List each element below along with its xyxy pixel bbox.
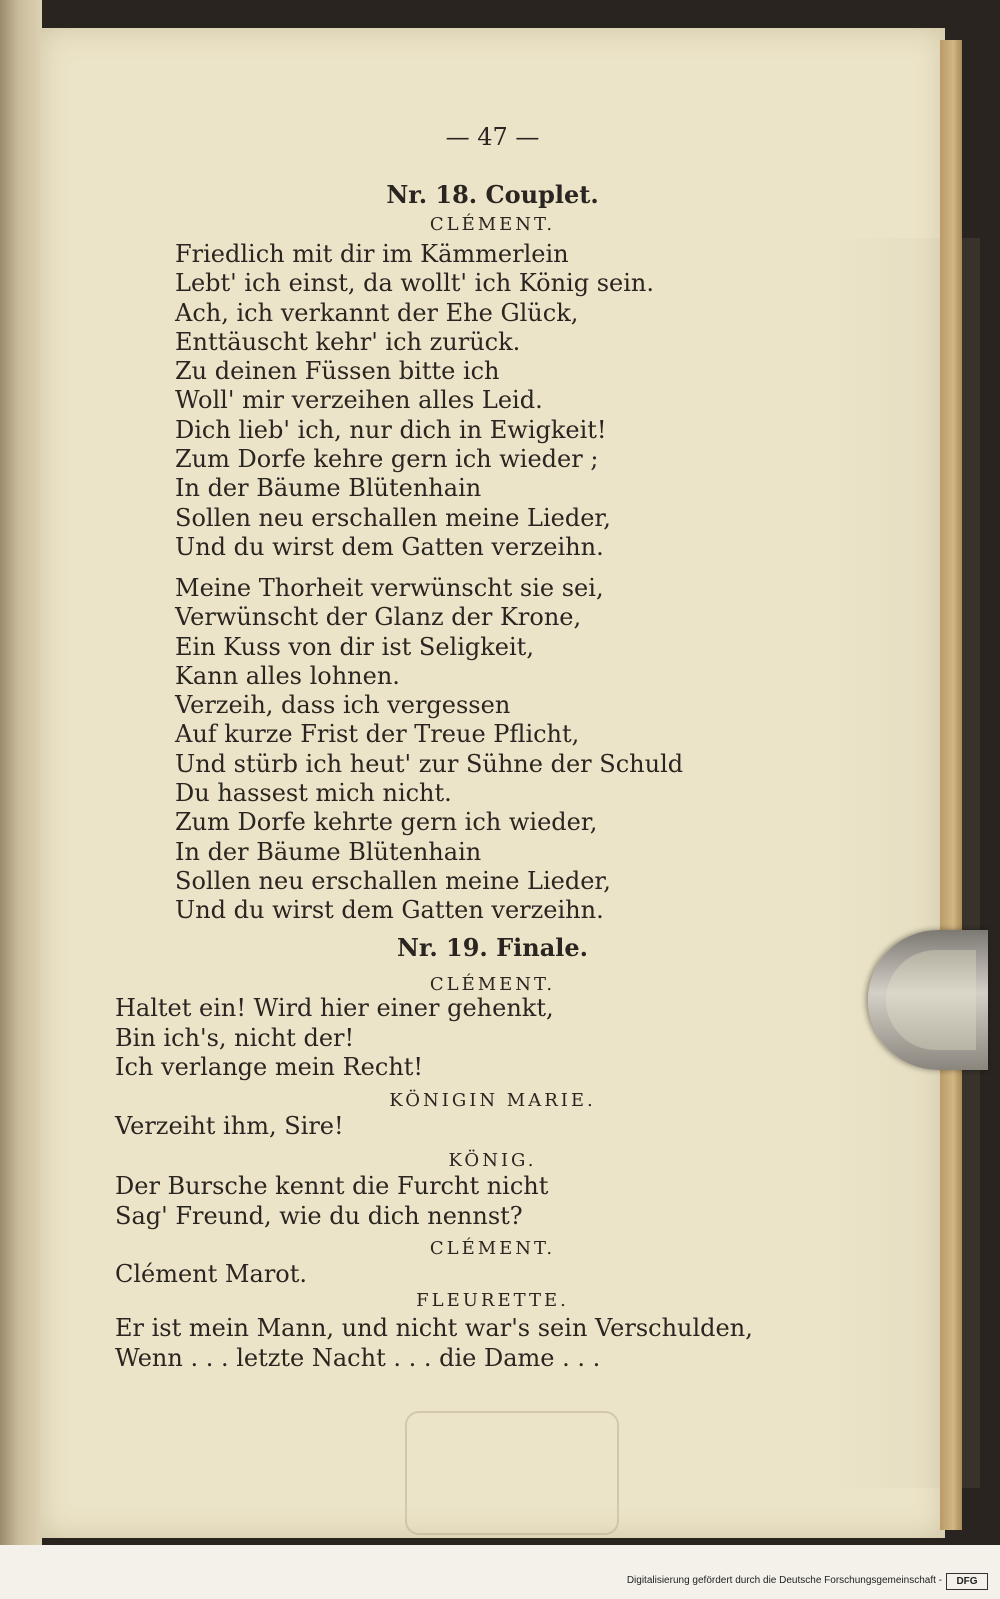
verse-line: Auf kurze Frist der Treue Pflicht,: [175, 720, 580, 749]
verse-line: Lebt' ich einst, da wollt' ich König sein.: [175, 269, 654, 298]
dialogue-block: [115, 994, 554, 1083]
verse-line: Du hassest mich nicht.: [175, 779, 452, 808]
dialogue-block: [115, 1112, 344, 1142]
verse-line: Ein Kuss von dir ist Seligkeit,: [175, 632, 534, 661]
speaker-koenig: KÖNIG.: [448, 1150, 537, 1171]
book-fore-edge: [940, 40, 962, 1530]
stanza-2: [175, 574, 683, 926]
speaker-clement: CLÉMENT.: [429, 974, 556, 995]
verse-line: Zum Dorfe kehrte gern ich wieder,: [175, 808, 598, 837]
speaker-fleurette: FLEURETTE.: [416, 1290, 569, 1311]
dialogue-line: Der Bursche kennt die Furcht nicht: [115, 1172, 549, 1200]
verse-line: Zum Dorfe kehre gern ich wieder ;: [175, 445, 599, 474]
dialogue-block: [115, 1172, 548, 1231]
verse-line: Kann alles lohnen.: [175, 661, 400, 690]
speaker-koenigin-marie: KÖNIGIN MARIE.: [389, 1090, 596, 1111]
verse-line: Und stürb ich heut' zur Sühne der Schuld: [175, 749, 684, 778]
verse-line: Sollen neu erschallen meine Lieder,: [175, 503, 611, 532]
dialogue-line: Bin ich's, nicht der!: [115, 1023, 355, 1052]
verse-line: Dich lieb' ich, nur dich in Ewigkeit!: [175, 415, 607, 444]
verse-line: In der Bäume Blütenhain: [175, 837, 482, 866]
section-heading-nr18: Nr. 18. Couplet.: [386, 180, 599, 209]
stanza-1: [175, 240, 654, 562]
verse-line: Sollen neu erschallen meine Lieder,: [175, 866, 611, 895]
book-page: [40, 28, 945, 1538]
dialogue-block: [115, 1314, 753, 1373]
library-stamp: [405, 1411, 619, 1535]
verse-line: Enttäuscht kehr' ich zurück.: [175, 327, 521, 356]
dialogue-line: Clément Marot.: [115, 1260, 308, 1288]
verse-line: Ach, ich verkannt der Ehe Glück,: [175, 298, 579, 327]
dialogue-line: Sag' Freund, wie du dich nennst?: [115, 1201, 523, 1230]
speaker-clement: CLÉMENT.: [429, 214, 556, 235]
verse-line: Und du wirst dem Gatten verzeihn.: [175, 896, 604, 925]
verse-line: Zu deinen Füssen bitte ich: [175, 357, 500, 386]
dfg-logo: DFG: [946, 1573, 988, 1590]
dialogue-line: Wenn . . . letzte Nacht . . . die Dame . . .: [115, 1343, 601, 1372]
verse-line: Woll' mir verzeihen alles Leid.: [175, 386, 543, 415]
dialogue-line: Verzeiht ihm, Sire!: [115, 1112, 344, 1140]
dialogue-line: Haltet ein! Wird hier einer gehenkt,: [115, 994, 554, 1022]
verse-line: Friedlich mit dir im Kämmerlein: [175, 240, 569, 268]
verse-line: Verwünscht der Glanz der Krone,: [175, 603, 582, 632]
verse-line: In der Bäume Blütenhain: [175, 474, 482, 503]
dialogue-line: Ich verlange mein Recht!: [115, 1053, 424, 1081]
page-number: — 47 —: [445, 123, 540, 151]
book-gutter: [0, 0, 42, 1545]
verse-line: Und du wirst dem Gatten verzeihn.: [175, 532, 604, 561]
footer-credit: Digitalisierung gefördert durch die Deutsche Forschungsgemeinschaft -: [626, 1575, 942, 1586]
section-heading-nr19: Nr. 19. Finale.: [396, 933, 589, 962]
verse-line: Verzeih, dass ich vergessen: [175, 691, 511, 720]
dialogue-block: [115, 1260, 307, 1290]
verse-line: Meine Thorheit verwünscht sie sei,: [175, 574, 604, 602]
dialogue-line: Er ist mein Mann, und nicht war's sein Verschulden,: [115, 1314, 753, 1342]
footer-bar: [0, 1545, 1000, 1599]
speaker-clement: CLÉMENT.: [429, 1238, 556, 1259]
